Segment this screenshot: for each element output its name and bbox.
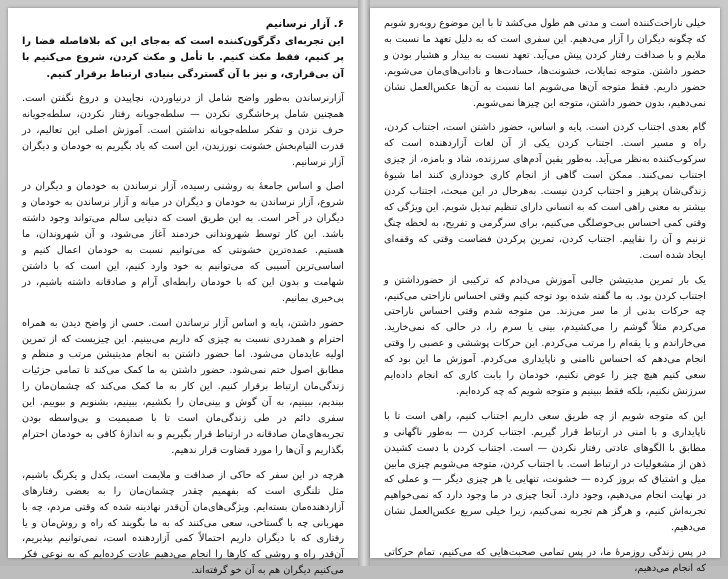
paragraph: آزارنرساندن به‌طور واضح شامل از درنیاوردن، نچاپیدن و دروغ نگفتن است. همچنین شامل پرخاشگری نکردن — سلطه‌جویانه رفتار نکردن، سلطه‌جویانه حرف نزدن و تفکر سلطه‌جویانه نداشتن است. آموزش اصلی این تعالیم، در قدرت التیام‌بخش خشونت نورزیدن، این است که یاد بگیریم به خودمان و دیگران آزار نرسانیم. — [22, 92, 344, 168]
paragraph: هرچه در این سفر که حاکی از صداقت و ملایمت است، یکدل و یکرنگ باشیم، مثل تلنگری است که بفهمیم چقدر چشمان‌مان را به بعضی رفتارهای آزاردهنده‌مان بسته‌ایم. ویژگی‌های‌مان آن‌قدر نهادینه شده که وقتی مردم، چه با مهربانی چه با گستاخی، سعی می‌کنند که به ما بگویند که راه و روش‌مان و یا رفتاری که با دیگران داریم احتمالاً کمی آزاردهنده است، نمی‌توانیم بپذیریم، آن‌قدر راه و روشی که کارها را انجام می‌دهیم عادت کرده‌ایم که به نوعی فکر می‌کنیم دیگران هم به آن خو گرفته‌اند. — [22, 469, 344, 577]
page-gutter — [358, 0, 370, 566]
paragraph: حضور داشتن، پایه و اساس آزار نرساندن است. حسی از واضح دیدن به همراه احترام و همدردی نسبت به چیزی که داریم می‌بینیم. این چیزیست که از تمرین اولیه عایدمان می‌شود. اما حضور داشتن به انجام مدیتیشن مرتب و منظم و مطابق اصول ختم نمی‌شود. حضور داشتن به ما کمک می‌کند تا تمامی جزئیات زندگی‌مان ارتباط برقرار کنیم. این کار به ما کمک می‌کند که چشمان‌مان را ببندیم، ببینیم، به آن گوش و بینی‌مان را بکشیم، ببینیم، بشنویم و ببوییم. این سفری دائم در طی زندگی‌مان است تا با صمیمیت و بی‌واسطه بودن تجربه‌های‌مان صادقانه در ارتباط قرار بگیریم و به اندازهٔ کافی به خودمان احترام بگذاریم و آن‌ها را مورد قضاوت قرار ندهیم. — [22, 317, 344, 456]
paragraph: اصل و اساس جامعهٔ به روشنی رسیده، آزار نرساندن به خودمان و دیگران در شروع، آزار نرساندن به خودمان و دیگران در میانه و آزار نرساندن به خودمان و دیگران در آخر است. به این طریق است که دنیایی سالم می‌تواند وجود داشته باشد. این کار توسط شهروندانی خردمند آغاز می‌شود، و آن شهروندان، ما هستیم. عمده‌ترین خشونتی که می‌توانیم نسبت به خودمان اعمال کنیم و اساسی‌ترین آسیبی که می‌توانیم به خود وارد کنیم، این است که با داشتن شهامت و بدون این که با خودمان رابطه‌ای آرام و صادقانه داشته باشیم، در بی‌خبری بمانیم. — [22, 181, 344, 304]
paragraph: خیلی ناراحت‌کننده است و مدتی هم طول می‌کشد تا با این موضوع روبه‌رو شویم که چگونه دیگران را آزار می‌دهیم. این سفری است که به دلیل تعهد ما نسبت به ملایم و با صداقت رفتار کردن پیش می‌آید. تعهد نسبت به بیدار و هشیار بودن و حضور داشتن. متوجه تمایلات، خشونت‌ها، حسادت‌ها و نادانی‌های‌مان می‌شویم. حضور داریم. فقط متوجه آن‌ها می‌شویم اما نسبت به آن‌ها عکس‌العمل نشان نمی‌دهیم، بدون حضور داشتن، متوجه این چیزها نمی‌شویم. — [384, 18, 706, 109]
paragraph: در پس زندگی روزمرهٔ ما، در پس تمامی صحبت‌هایی که می‌کنیم، تمام حرکاتی که انجام می‌دهیم، — [384, 547, 706, 574]
paragraph: این که متوجه شویم از چه طریق سعی داریم اجتناب کنیم، راهی است تا با ناپایداری و با امنی در ارتباط قرار گیریم. اجتناب کردن — به‌طور ناگهانی و مطابق با الگوهای عادتی رفتار نکردن — است. اجتناب کردن با دست کشیدن ذهن از مشغولیات در ارتباط است. با اجتناب کردن، متوجه می‌شویم چیزی مابین میل و اشتیاق که بروز کرده — خشونت، تنهایی یا هر چیزی دیگر — و عملی که در نهایت انجام می‌دهیم، وجود دارد. آنجا چیزی در ما وجود دارد که نمی‌خواهیم تجربه‌اش کنیم، و هرگز هم تجربه نمی‌کنیم، زیرا خیلی سریع عکس‌العمل نشان می‌دهیم. — [384, 410, 706, 534]
section-heading: ۶. آزار نرسانیم — [265, 18, 344, 30]
lead-paragraph: این تجربه‌ای دگرگون‌کننده است که به‌جای این که بلافاصله فضا را پر کنیم، فقط مکث کنیم. با تأمل و مکث کردن، شروع می‌کنیم با آن بی‌قراری، و نیز با آن گستردگی بنیادی ارتباط برقرار کنیم. — [22, 36, 344, 80]
paragraph: گام بعدی اجتناب کردن است. پایه و اساس، حضور داشتن است، اجتناب کردن، راه و مسیر است. اجتناب کردن یکی از آن لغات آزاردهنده است که سرکوب‌کننده به‌نظر می‌آید. به‌طور یقین آدم‌های سرزنده، شاد و بامزه، از چیزی اجتناب نمی‌کنند. ممکن است گاهی از انجام کاری خودداری کنند اما شیوهٔ زندگی‌شان پرهیز و اجتناب کردن نیست. به‌هرحال در این مبحث، اجتناب کردن بیشتر به معنی راهی است که به انسانی دارای تنظیم تبدیل شویم. این ویژگی که وقتی کمی احساس بی‌حوصلگی می‌کنیم، برای سرگرمی و تفریح، به لحظه چنگ نزنیم و آن را نقاپیم. اجتناب کردن، تمرین پرکردن فضاست وقتی که وقفه‌ای ایجاد شده است. — [384, 122, 706, 261]
paragraph: یک بار تمرین مدیتیشن جالبی آموزش می‌دادم که ترکیبی از حضورداشتن و اجتناب کردن بود. به ما گفته شده بود توجه کنیم وقتی احساس ناراحتی می‌کنیم، چه حرکات بدنی از ما سر می‌زند. من متوجه شدم وقتی احساس ناراحتی می‌کردم مثلاً گوشم را می‌کشیدم، بینی یا سرم را، در حالی که نمی‌خارید. می‌خاراندم و یا یقه‌ام را مرتب می‌کردم. این حرکات پوششی و عصبی را وقتی انجام می‌دهم که احساس ناامنی و ناپایداری می‌کردم. آموزش ما این بود که سعی کنیم هیچ چیز را عوض نکنیم، خودمان را بابت کاری که انجام داده‌ایم سرزنش نکنیم، بلکه فقط ببینیم و متوجه شویم که چه کرده‌ایم. — [384, 274, 706, 397]
left-page — [8, 8, 358, 577]
right-page — [370, 8, 720, 574]
